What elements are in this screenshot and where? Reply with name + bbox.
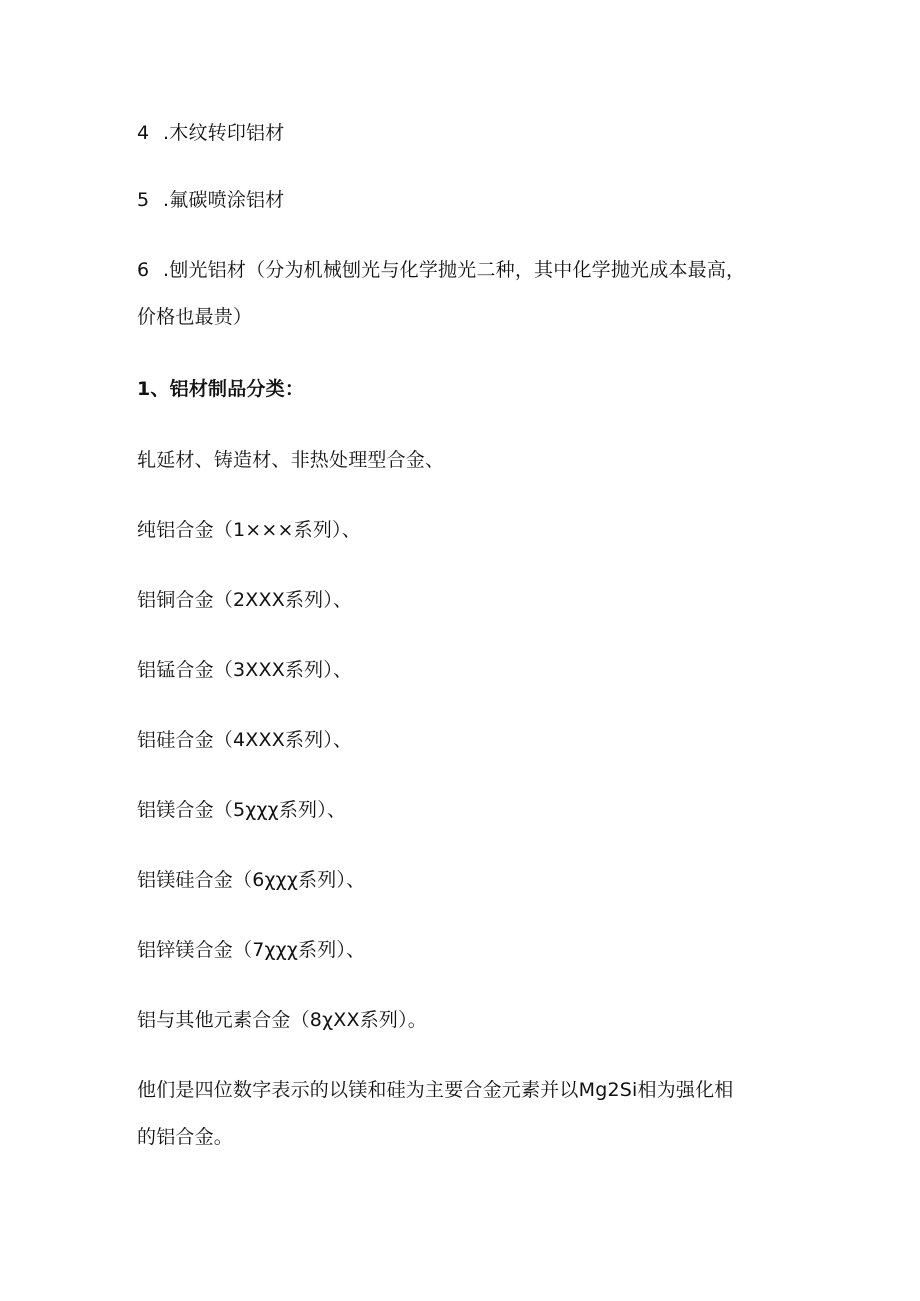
- list-number: 4: [137, 122, 150, 144]
- alloy-line: 铝硅合金（4XXX系列）、: [137, 729, 353, 751]
- list-number: 5: [137, 189, 150, 211]
- list-text: .刨光铝材（分为机械刨光与化学抛光二种，其中化学抛光成本最高，: [163, 259, 746, 281]
- list-number: 6: [137, 259, 150, 281]
- section-heading: 1、铝材制品分类：: [137, 378, 305, 400]
- list-item-6-continuation: 价格也最贵）: [137, 306, 253, 328]
- alloy-line: 铝镁合金（5χχχ系列）、: [137, 799, 347, 821]
- category-line: 轧延材、铸造材、非热处理型合金、: [137, 449, 445, 471]
- alloy-line: 铝锰合金（3XXX系列）、: [137, 659, 353, 681]
- alloy-line: 铝铜合金（2XXX系列）、: [137, 589, 353, 611]
- alloy-line: 纯铝合金（1×××系列）、: [137, 519, 361, 541]
- paragraph-line: 他们是四位数字表示的以镁和硅为主要合金元素并以Mg2Si相为强化相: [137, 1079, 734, 1101]
- list-item-6: [137, 258, 745, 282]
- list-text: .氟碳喷涂铝材: [163, 189, 285, 211]
- list-item-5: [137, 188, 284, 212]
- list-item-4: [137, 121, 284, 145]
- alloy-line: 铝锌镁合金（7χχχ系列）、: [137, 939, 366, 961]
- paragraph-line: 的铝合金。: [137, 1126, 234, 1148]
- alloy-line: 铝与其他元素合金（8χXX系列）。: [137, 1009, 427, 1031]
- list-text: .木纹转印铝材: [163, 122, 285, 144]
- alloy-line: 铝镁硅合金（6χχχ系列）、: [137, 869, 366, 891]
